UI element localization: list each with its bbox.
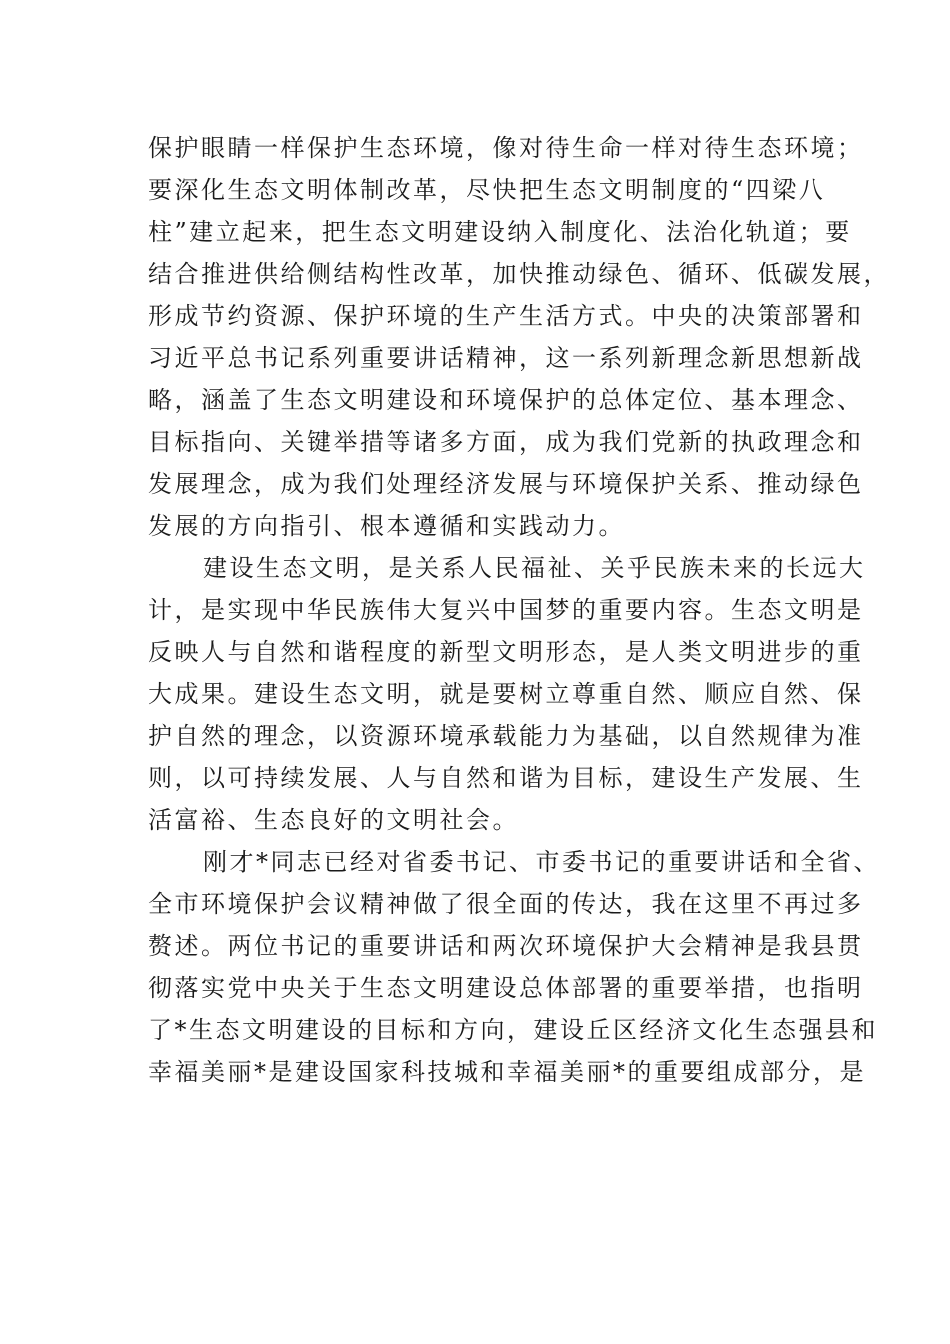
paragraph-1-line: 柱”建立起来，把生态文明建设纳入制度化、法治化轨道；要 <box>148 218 852 246</box>
paragraph-3-line: 赘述。两位书记的重要讲话和两次环境保护大会精神是我县贯 <box>148 932 864 960</box>
paragraph-1-line: 发展的方向指引、根本遵循和实践动力。 <box>148 512 625 540</box>
paragraph-2-line: 计，是实现中华民族伟大复兴中国梦的重要内容。生态文明是 <box>148 596 864 624</box>
paragraph-2-line: 则，以可持续发展、人与自然和谐为目标，建设生产发展、生 <box>148 764 864 792</box>
paragraph-1-line: 要深化生态文明体制改革，尽快把生态文明制度的“四梁八 <box>148 176 826 204</box>
paragraph-1-line: 发展理念，成为我们处理经济发展与环境保护关系、推动绿色 <box>148 470 864 498</box>
paragraph-3-line: 彻落实党中央关于生态文明建设总体部署的重要举措，也指明 <box>148 974 864 1002</box>
paragraph-3-line: 幸福美丽*是建设国家科技城和幸福美丽*的重要组成部分，是 <box>148 1058 866 1086</box>
paragraph-1-line: 习近平总书记系列重要讲话精神，这一系列新理念新思想新战 <box>148 344 864 372</box>
paragraph-2-line: 活富裕、生态良好的文明社会。 <box>148 806 519 834</box>
paragraph-1-line: 目标指向、关键举措等诸多方面，成为我们党新的执政理念和 <box>148 428 864 456</box>
paragraph-3-line: 全市环境保护会议精神做了很全面的传达，我在这里不再过多 <box>148 890 864 918</box>
paragraph-2-first-line: 建设生态文明，是关系人民福祉、关乎民族未来的长远大 <box>203 554 866 582</box>
paragraph-1-line: 保护眼睛一样保护生态环境，像对待生命一样对待生态环境； <box>148 134 864 162</box>
paragraph-2-line: 反映人与自然和谐程度的新型文明形态，是人类文明进步的重 <box>148 638 864 666</box>
paragraph-1-line: 形成节约资源、保护环境的生产生活方式。中央的决策部署和 <box>148 302 864 330</box>
paragraph-2-line: 大成果。建设生态文明，就是要树立尊重自然、顺应自然、保 <box>148 680 864 708</box>
paragraph-1-line: 结合推进供给侧结构性改革，加快推动绿色、循环、低碳发展， <box>148 260 890 288</box>
paragraph-3-line: 了*生态文明建设的目标和方向，建设丘区经济文化生态强县和 <box>148 1016 878 1044</box>
paragraph-2-line: 护自然的理念，以资源环境承载能力为基础，以自然规律为准 <box>148 722 864 750</box>
paragraph-1-line: 略，涵盖了生态文明建设和环境保护的总体定位、基本理念、 <box>148 386 864 414</box>
body-text <box>148 127 890 1093</box>
paragraph-3-first-line: 刚才*同志已经对省委书记、市委书记的重要讲话和全省、 <box>203 848 880 876</box>
